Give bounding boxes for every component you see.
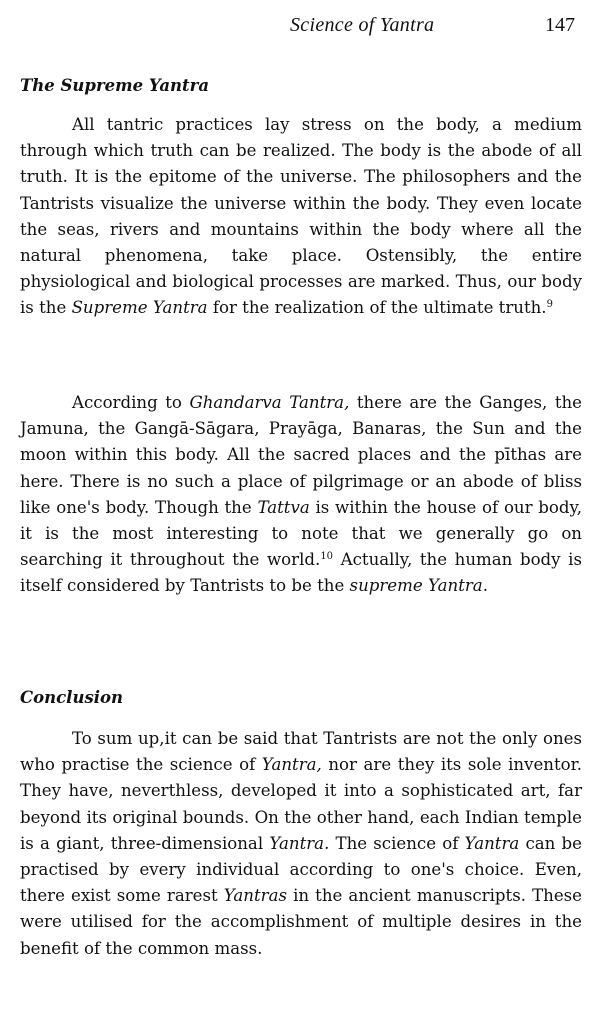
footnote-marker: 9 <box>546 299 553 311</box>
text-run: Actually, the human body is itself considered by Tantrists to be the <box>20 550 582 596</box>
text-run: The science of <box>329 833 465 853</box>
text-run: there are the Ganges, the Jamuna, the Gangā-Sāgara, Prayāga, Banaras, the Sun and the moon within this body. All the sacred places and the pīthas are here. There is no such a place of pilgrimage or an abode of bliss like one's body. Though the <box>20 393 582 517</box>
section-heading-supreme-yantra: The Supreme Yantra <box>20 76 210 95</box>
running-header <box>0 14 600 44</box>
page-number: 147 <box>545 14 575 36</box>
paragraph-body-as-yantra <box>20 112 582 322</box>
italic-term: Yantra, <box>261 755 322 775</box>
text-run: According to <box>72 393 190 412</box>
italic-term: Ghandarva Tantra, <box>189 393 350 412</box>
paragraph-ghandarva-tantra <box>20 390 582 600</box>
section-heading-conclusion: Conclusion <box>20 688 124 707</box>
text-run: nor are they its sole inventor. They have, neverthless, developed it into a sophisticated art, far beyond its original bounds. On the other hand, each Indian temple is a giant, three-dimensional <box>20 755 582 853</box>
footnote-marker: 10 <box>320 551 334 563</box>
italic-term: supreme Yantra <box>349 576 483 596</box>
text-run: All tantric practices lay stress on the body, a medium through which truth can be realized. The body is the abode of all truth. It is the epitome of the universe. The philosophers and the Tantrists visualize the universe within the body. They even locate the seas, rivers and mountains within the body where all the natural phenomena, take place. Ostensibly, the entire physiological and biological processes are marked. Thus, our body is the <box>20 115 582 318</box>
italic-term: Yantra <box>464 833 520 853</box>
text-run: for the realization of the ultimate truth. <box>207 298 547 318</box>
text-run: To sum up,it can be said that Tantrists are not the only ones who practise the science of <box>20 729 582 775</box>
italic-term: Supreme Yantra <box>71 298 208 318</box>
running-title: Science of Yantra <box>290 14 435 36</box>
italic-term: Yantra. <box>269 833 330 853</box>
paragraph-conclusion <box>20 726 582 962</box>
text-run: can be practised by every individual according to one's choice. Even, there exist some rarest <box>20 833 582 906</box>
italic-term: Tattva <box>257 497 310 517</box>
italic-term: Yantras <box>223 886 288 906</box>
text-run: is within the house of our body, it is the most interesting to note that we generally go on searching it throughout the world. <box>20 497 582 570</box>
text-run: in the ancient manuscripts. These were utilised for the accomplishment of multiple desires in the benefit of the common mass. <box>20 886 582 958</box>
text-run: . <box>482 576 488 596</box>
